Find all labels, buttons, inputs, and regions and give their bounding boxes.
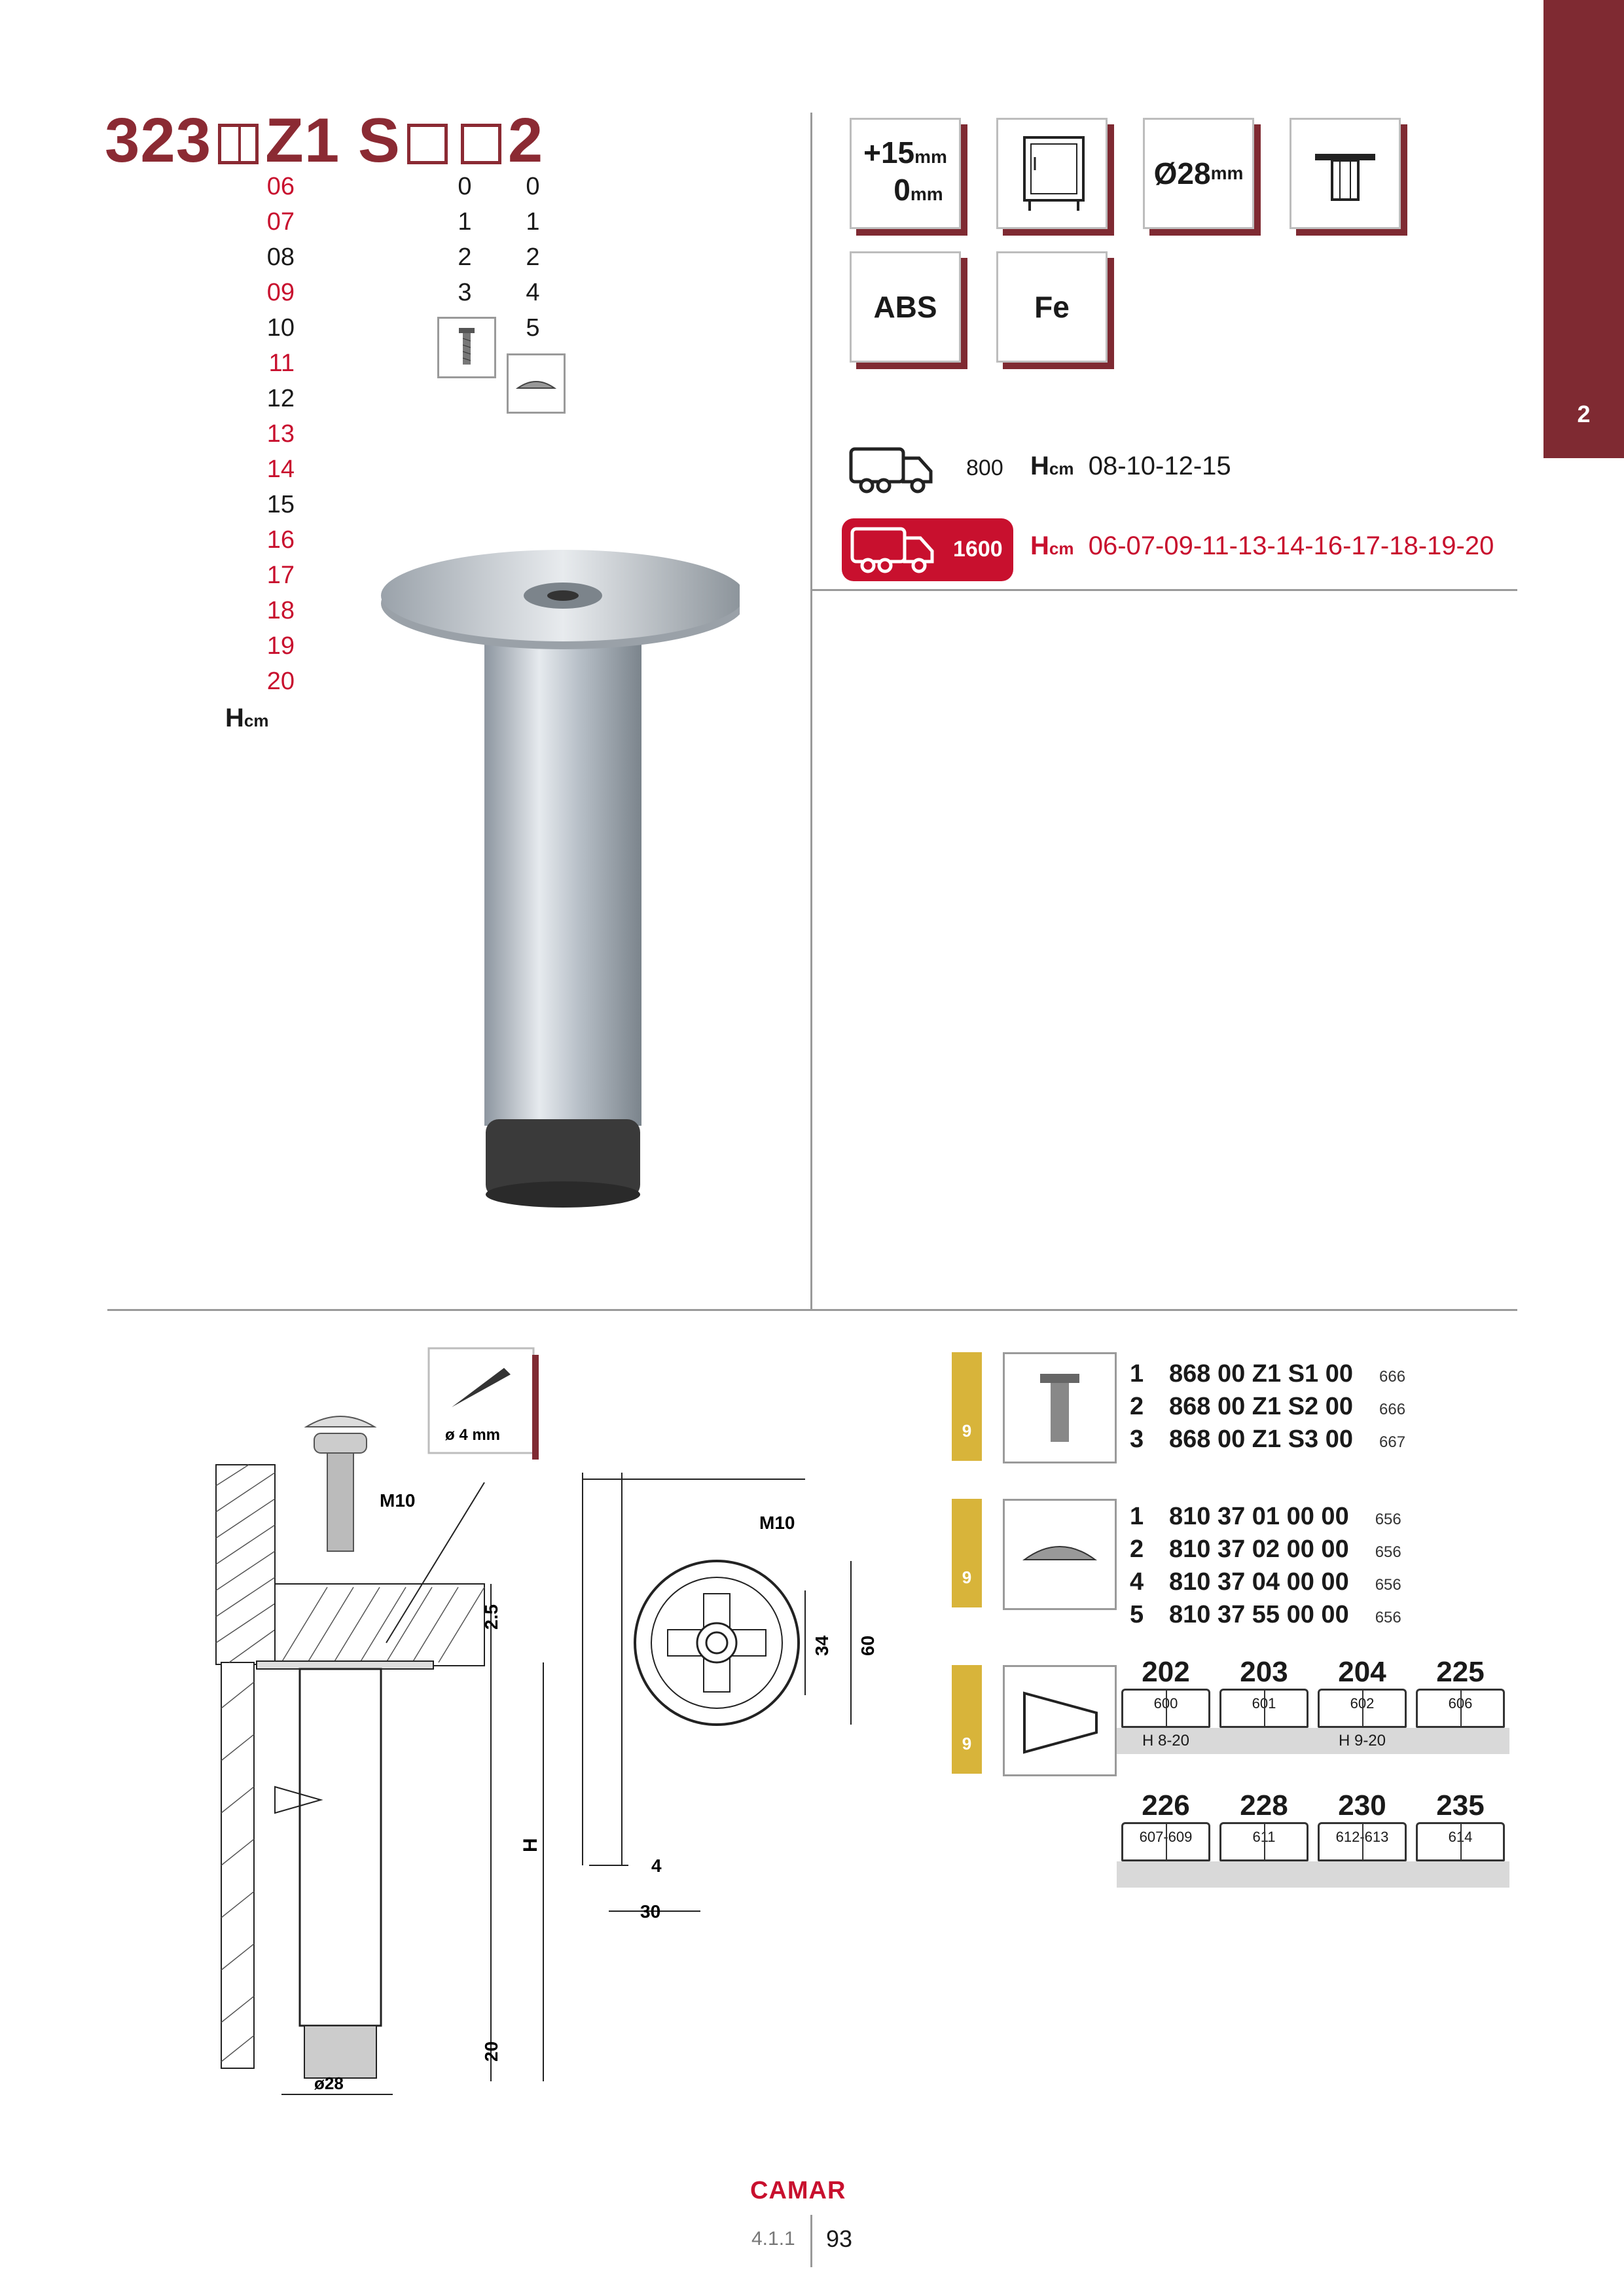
catalog-cell: [1313, 1656, 1411, 1754]
catalog-number: 230: [1338, 1789, 1386, 1821]
cap-option-box: [461, 124, 501, 164]
catalog-note: [1215, 1728, 1313, 1754]
cap-icon: [509, 355, 564, 412]
code-part: 868 00: [1169, 1393, 1252, 1420]
screw-option-box: [407, 124, 448, 164]
catalog-cell: [1215, 1789, 1313, 1888]
screw-accessory-image: [1003, 1352, 1117, 1463]
cap-code-row: [1130, 1598, 1401, 1631]
code-part-z1: Z1: [1252, 1393, 1282, 1420]
dim-20: 20: [481, 2041, 501, 2062]
catalog-note: [1411, 1728, 1509, 1754]
cap-option-list: [520, 169, 546, 346]
row-index: 1: [1130, 1503, 1144, 1530]
section-number: 4.1.1: [751, 2228, 795, 2250]
height-value: 17: [266, 562, 295, 589]
catalog-note: [1215, 1861, 1313, 1888]
large-heights: Hcm 06-07-09-11-13-14-16-17-18-19-20: [1030, 531, 1494, 560]
catalog-note: H 8-20: [1117, 1728, 1215, 1754]
chapter-tab-label: 2: [1577, 401, 1591, 427]
height-adjust-badge: +15mm 0mm: [850, 118, 961, 229]
code-part-2: Z1 S: [265, 105, 401, 175]
catalog-book-icon: 601: [1219, 1689, 1308, 1728]
height-value: 16: [266, 526, 295, 554]
m10-label-right: M10: [759, 1513, 795, 1533]
leg-plate-icon: [1306, 134, 1384, 213]
height-value: 10: [266, 314, 295, 342]
chapter-tab: [1543, 0, 1624, 458]
accessory-tab-catalog: 9: [952, 1665, 982, 1774]
large-qty-badge: [842, 518, 1013, 581]
catalog-row-1: [1117, 1656, 1509, 1754]
screw-option-list: [452, 169, 478, 310]
accessory-tab-caps: 9: [952, 1499, 982, 1607]
catalog-cell: [1215, 1656, 1313, 1754]
m10-label-left: M10: [380, 1490, 416, 1511]
cap-option-value: 0: [526, 173, 540, 200]
cap-code-row: [1130, 1533, 1401, 1566]
cap-code: 810 37 55 00 00: [1169, 1601, 1349, 1628]
diameter-badge: Ø28 mm: [1143, 118, 1254, 229]
catalog-note: [1117, 1861, 1215, 1888]
divider-right: [812, 589, 1517, 591]
screw-code-row: [1130, 1423, 1405, 1456]
cap-code: 810 37 01 00 00: [1169, 1503, 1349, 1530]
row-index: 2: [1130, 1393, 1144, 1420]
height-value: 15: [266, 491, 295, 518]
catalog-book-icon: 612-613: [1318, 1822, 1407, 1861]
catalog-book-icon: 606: [1416, 1689, 1505, 1728]
cap-option-value: 2: [526, 243, 540, 271]
screw-option-value: 1: [458, 208, 472, 236]
clip-icon: [1005, 1667, 1115, 1774]
cap-codes: [1130, 1500, 1401, 1631]
technical-drawing: [196, 1342, 916, 2114]
catalog-number: 228: [1240, 1789, 1288, 1821]
code-part: 868 00: [1169, 1426, 1252, 1453]
product-code: [105, 105, 543, 177]
cap-accessory-image: [1003, 1499, 1117, 1610]
cabinet-icon: [1013, 131, 1091, 216]
truck-icon: [848, 445, 936, 495]
dim-d28: ø28: [314, 2073, 344, 2093]
catalog-note: H 9-20: [1313, 1728, 1411, 1754]
height-value: 09: [266, 279, 295, 306]
height-unit-label: Hcm: [225, 704, 269, 732]
code-part-z1: Z1: [1252, 1426, 1282, 1453]
catalog-note: [1411, 1861, 1509, 1888]
truck-icon-large: [850, 525, 935, 575]
screw-option-value: 3: [458, 279, 472, 306]
dim-4: 4: [651, 1856, 662, 1876]
code-part: S1 00: [1281, 1360, 1354, 1388]
catalog-page-ref: 656: [1375, 1576, 1401, 1594]
standard-heights: Hcm 08-10-12-15: [1030, 452, 1231, 480]
screw-option-value: 2: [458, 243, 472, 271]
height-value: 11: [268, 350, 295, 377]
height-list: [223, 169, 295, 699]
catalog-cell: [1117, 1789, 1215, 1888]
screw-option-value: 0: [458, 173, 472, 200]
brand-logo: CAMAR: [750, 2177, 846, 2204]
divider-vertical: [810, 113, 812, 1309]
row-index: 5: [1130, 1601, 1144, 1628]
catalog-book-icon: 602: [1318, 1689, 1407, 1728]
code-part-1: 323: [105, 105, 212, 175]
clip-accessory-image: [1003, 1665, 1117, 1776]
height-option-box: [218, 124, 259, 164]
catalog-note: [1313, 1861, 1411, 1888]
dim-34: 34: [812, 1635, 832, 1656]
height-value: 13: [266, 420, 295, 448]
code-part: S2 00: [1281, 1393, 1354, 1420]
catalog-number: 204: [1338, 1656, 1386, 1688]
catalog-book-icon: 600: [1121, 1689, 1210, 1728]
code-part-3: 2: [507, 105, 544, 175]
cap-icon-large: [1005, 1501, 1115, 1608]
screw-icon: [439, 319, 494, 376]
height-value: 20: [266, 668, 295, 695]
catalog-number: 225: [1436, 1656, 1485, 1688]
catalog-number: 235: [1436, 1789, 1485, 1821]
screw-codes: [1130, 1357, 1405, 1456]
height-value: 18: [266, 597, 295, 624]
code-part-z1: Z1: [1252, 1360, 1282, 1388]
catalog-number: 226: [1142, 1789, 1190, 1821]
catalog-number: 202: [1142, 1656, 1190, 1688]
catalog-cell: [1313, 1789, 1411, 1888]
material-abs-badge: ABS: [850, 251, 961, 363]
cap-option-value: 5: [526, 314, 540, 342]
catalog-page-ref: 666: [1379, 1368, 1406, 1386]
catalog-cell: [1411, 1656, 1509, 1754]
catalog-page-ref: 656: [1375, 1543, 1401, 1561]
standard-qty: 800: [966, 456, 1003, 480]
cap-thumbnail: [507, 353, 566, 414]
screw-code-row: [1130, 1357, 1405, 1390]
catalog-page-ref: 656: [1375, 1511, 1401, 1528]
material-fe-badge: Fe: [996, 251, 1108, 363]
divider-horizontal: [107, 1309, 1517, 1311]
leg-product-image: [373, 530, 740, 1237]
code-part: S3 00: [1281, 1426, 1354, 1453]
dim-h-label: H: [520, 1838, 541, 1852]
mounting-plate-badge: [1290, 118, 1401, 229]
catalog-page-ref: 656: [1375, 1609, 1401, 1626]
large-qty: 1600: [953, 537, 1003, 562]
dim-60: 60: [857, 1635, 878, 1656]
row-index: 3: [1130, 1426, 1144, 1453]
catalog-number: 203: [1240, 1656, 1288, 1688]
cap-code-row: [1130, 1500, 1401, 1533]
catalog-book-icon: 611: [1219, 1822, 1308, 1861]
catalog-book-icon: 607-609: [1121, 1822, 1210, 1861]
height-value: 19: [266, 632, 295, 660]
kitchen-unit-badge: [996, 118, 1108, 229]
screw-icon-large: [1005, 1354, 1115, 1462]
cap-code: 810 37 02 00 00: [1169, 1535, 1349, 1563]
accessory-tab-screws: 9: [952, 1352, 982, 1461]
row-index: 1: [1130, 1360, 1144, 1388]
height-value: 06: [266, 173, 295, 200]
height-value: 14: [266, 456, 295, 483]
screw-size-label: ø 4 mm: [445, 1426, 501, 1444]
page-number: 93: [826, 2225, 853, 2252]
catalog-page-ref: 666: [1379, 1401, 1406, 1418]
cap-code: 810 37 04 00 00: [1169, 1568, 1349, 1596]
catalog-cell: [1117, 1656, 1215, 1754]
cap-code-row: [1130, 1566, 1401, 1598]
cap-option-value: 4: [526, 279, 540, 306]
catalog-row-2: [1117, 1789, 1509, 1888]
footer-divider: [810, 2215, 812, 2267]
height-value: 08: [266, 243, 295, 271]
dim-30: 30: [640, 1901, 661, 1922]
catalog-page-ref: 667: [1379, 1433, 1406, 1451]
code-part: 868 00: [1169, 1360, 1252, 1388]
catalog-book-icon: 614: [1416, 1822, 1505, 1861]
dim-2-5: 2.5: [481, 1604, 501, 1630]
cap-option-value: 1: [526, 208, 540, 236]
row-index: 2: [1130, 1535, 1144, 1563]
row-index: 4: [1130, 1568, 1144, 1596]
height-value: 12: [266, 385, 295, 412]
height-value: 07: [266, 208, 295, 236]
screw-code-row: [1130, 1390, 1405, 1423]
screw-thumbnail: [437, 317, 496, 378]
catalog-cell: [1411, 1789, 1509, 1888]
